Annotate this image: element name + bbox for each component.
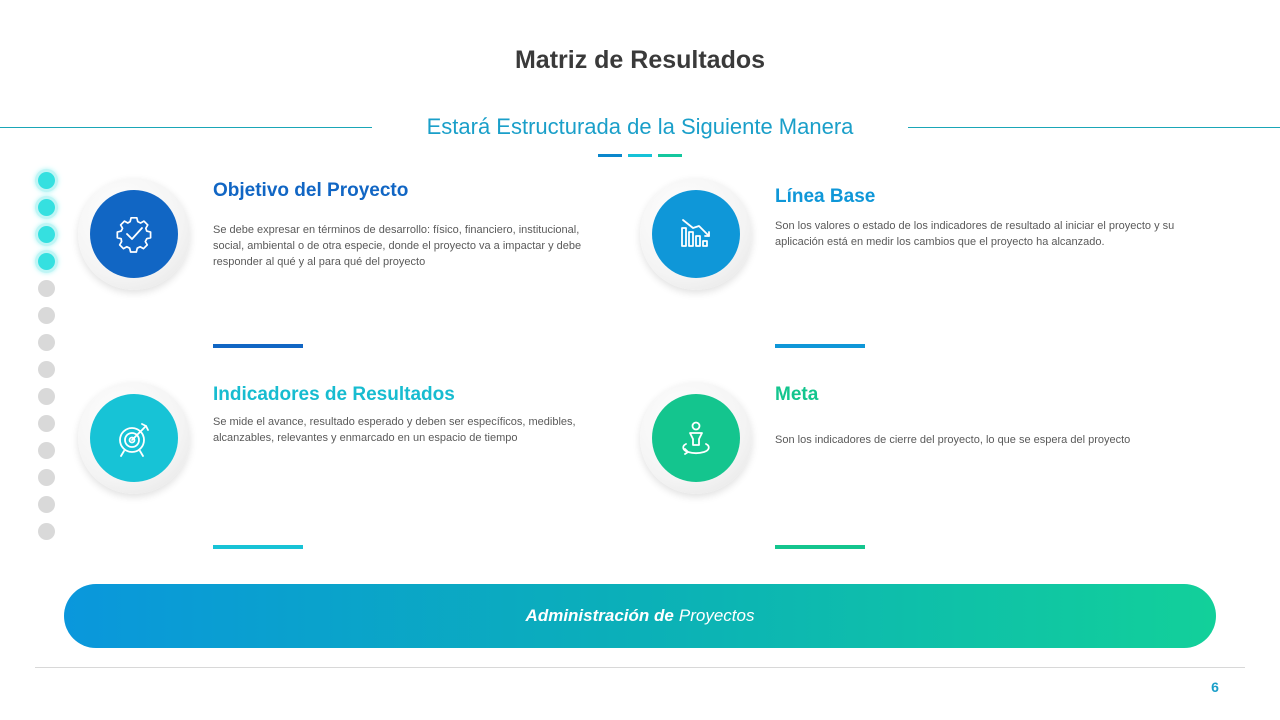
icon-disc: [90, 190, 178, 278]
progress-dot: [38, 334, 55, 351]
card-description: Son los indicadores de cierre del proyecto, lo que se espera del proyecto: [775, 434, 1131, 446]
card-underline: [213, 545, 303, 549]
progress-dots: [38, 172, 55, 540]
slide-subtitle: Estará Estructurada de la Siguiente Manera: [426, 114, 854, 139]
banner-text: Proyectos: [678, 606, 755, 625]
course-banner: [64, 584, 1216, 648]
card-description: Se debe expresar en términos de desarrollo: físico, financiero, institucional, social, ambiental o de otra especie, donde el proyecto va a impactar y debe responder al qué y al para qué del proyecto: [213, 224, 582, 268]
icon-disc: [652, 394, 740, 482]
progress-dot: [38, 469, 55, 486]
bar-chart-icon: [676, 214, 716, 254]
progress-dot: [38, 496, 55, 513]
card-indicadores: [78, 382, 598, 512]
card-underline: [775, 344, 865, 348]
subtitle-rule-left: [0, 127, 372, 128]
progress-dot: [38, 442, 55, 459]
dash-2: [628, 154, 652, 157]
dash-3: [658, 154, 682, 157]
subtitle-rule-right: [908, 127, 1280, 128]
card-linea-base: [640, 178, 1175, 308]
banner-bold-text: Administración de: [525, 606, 674, 625]
progress-dot: [38, 307, 55, 324]
card-meta: [640, 382, 1160, 512]
progress-dot: [38, 415, 55, 432]
card-title: Objetivo del Proyecto: [213, 180, 409, 201]
card-title: Línea Base: [775, 186, 876, 207]
progress-dot: [38, 388, 55, 405]
icon-halo: [78, 178, 190, 290]
card-description: Son los valores o estado de los indicadores de resultado al iniciar el proyecto y su aplicación está en medir los cambios que el proyecto ha alcanzado.: [775, 220, 1175, 248]
icon-halo: [640, 178, 752, 290]
progress-dot: [38, 361, 55, 378]
progress-dot-active: [38, 226, 55, 243]
progress-dot: [38, 523, 55, 540]
card-underline: [775, 545, 865, 549]
icon-disc: [90, 394, 178, 482]
card-underline: [213, 344, 303, 348]
goal-person-icon: [676, 418, 716, 458]
subtitle-dashes: [598, 154, 682, 157]
progress-dot-active: [38, 199, 55, 216]
gear-check-icon: [114, 214, 154, 254]
icon-halo: [640, 382, 752, 494]
icon-disc: [652, 190, 740, 278]
progress-dot-active: [38, 172, 55, 189]
icon-halo: [78, 382, 190, 494]
progress-dot: [38, 280, 55, 297]
card-title: Meta: [775, 384, 819, 405]
page-number: 6: [1211, 679, 1219, 695]
footer-divider: [35, 667, 1245, 668]
card-title: Indicadores de Resultados: [213, 384, 455, 405]
dash-1: [598, 154, 622, 157]
progress-dot-active: [38, 253, 55, 270]
target-icon: [114, 418, 154, 458]
slide-title: Matriz de Resultados: [514, 46, 766, 74]
card-description: Se mide el avance, resultado esperado y deben ser específicos, medibles, alcanzables, relevantes y enmarcado en un espacio de tiempo: [213, 416, 576, 444]
card-objetivo: [78, 178, 598, 308]
